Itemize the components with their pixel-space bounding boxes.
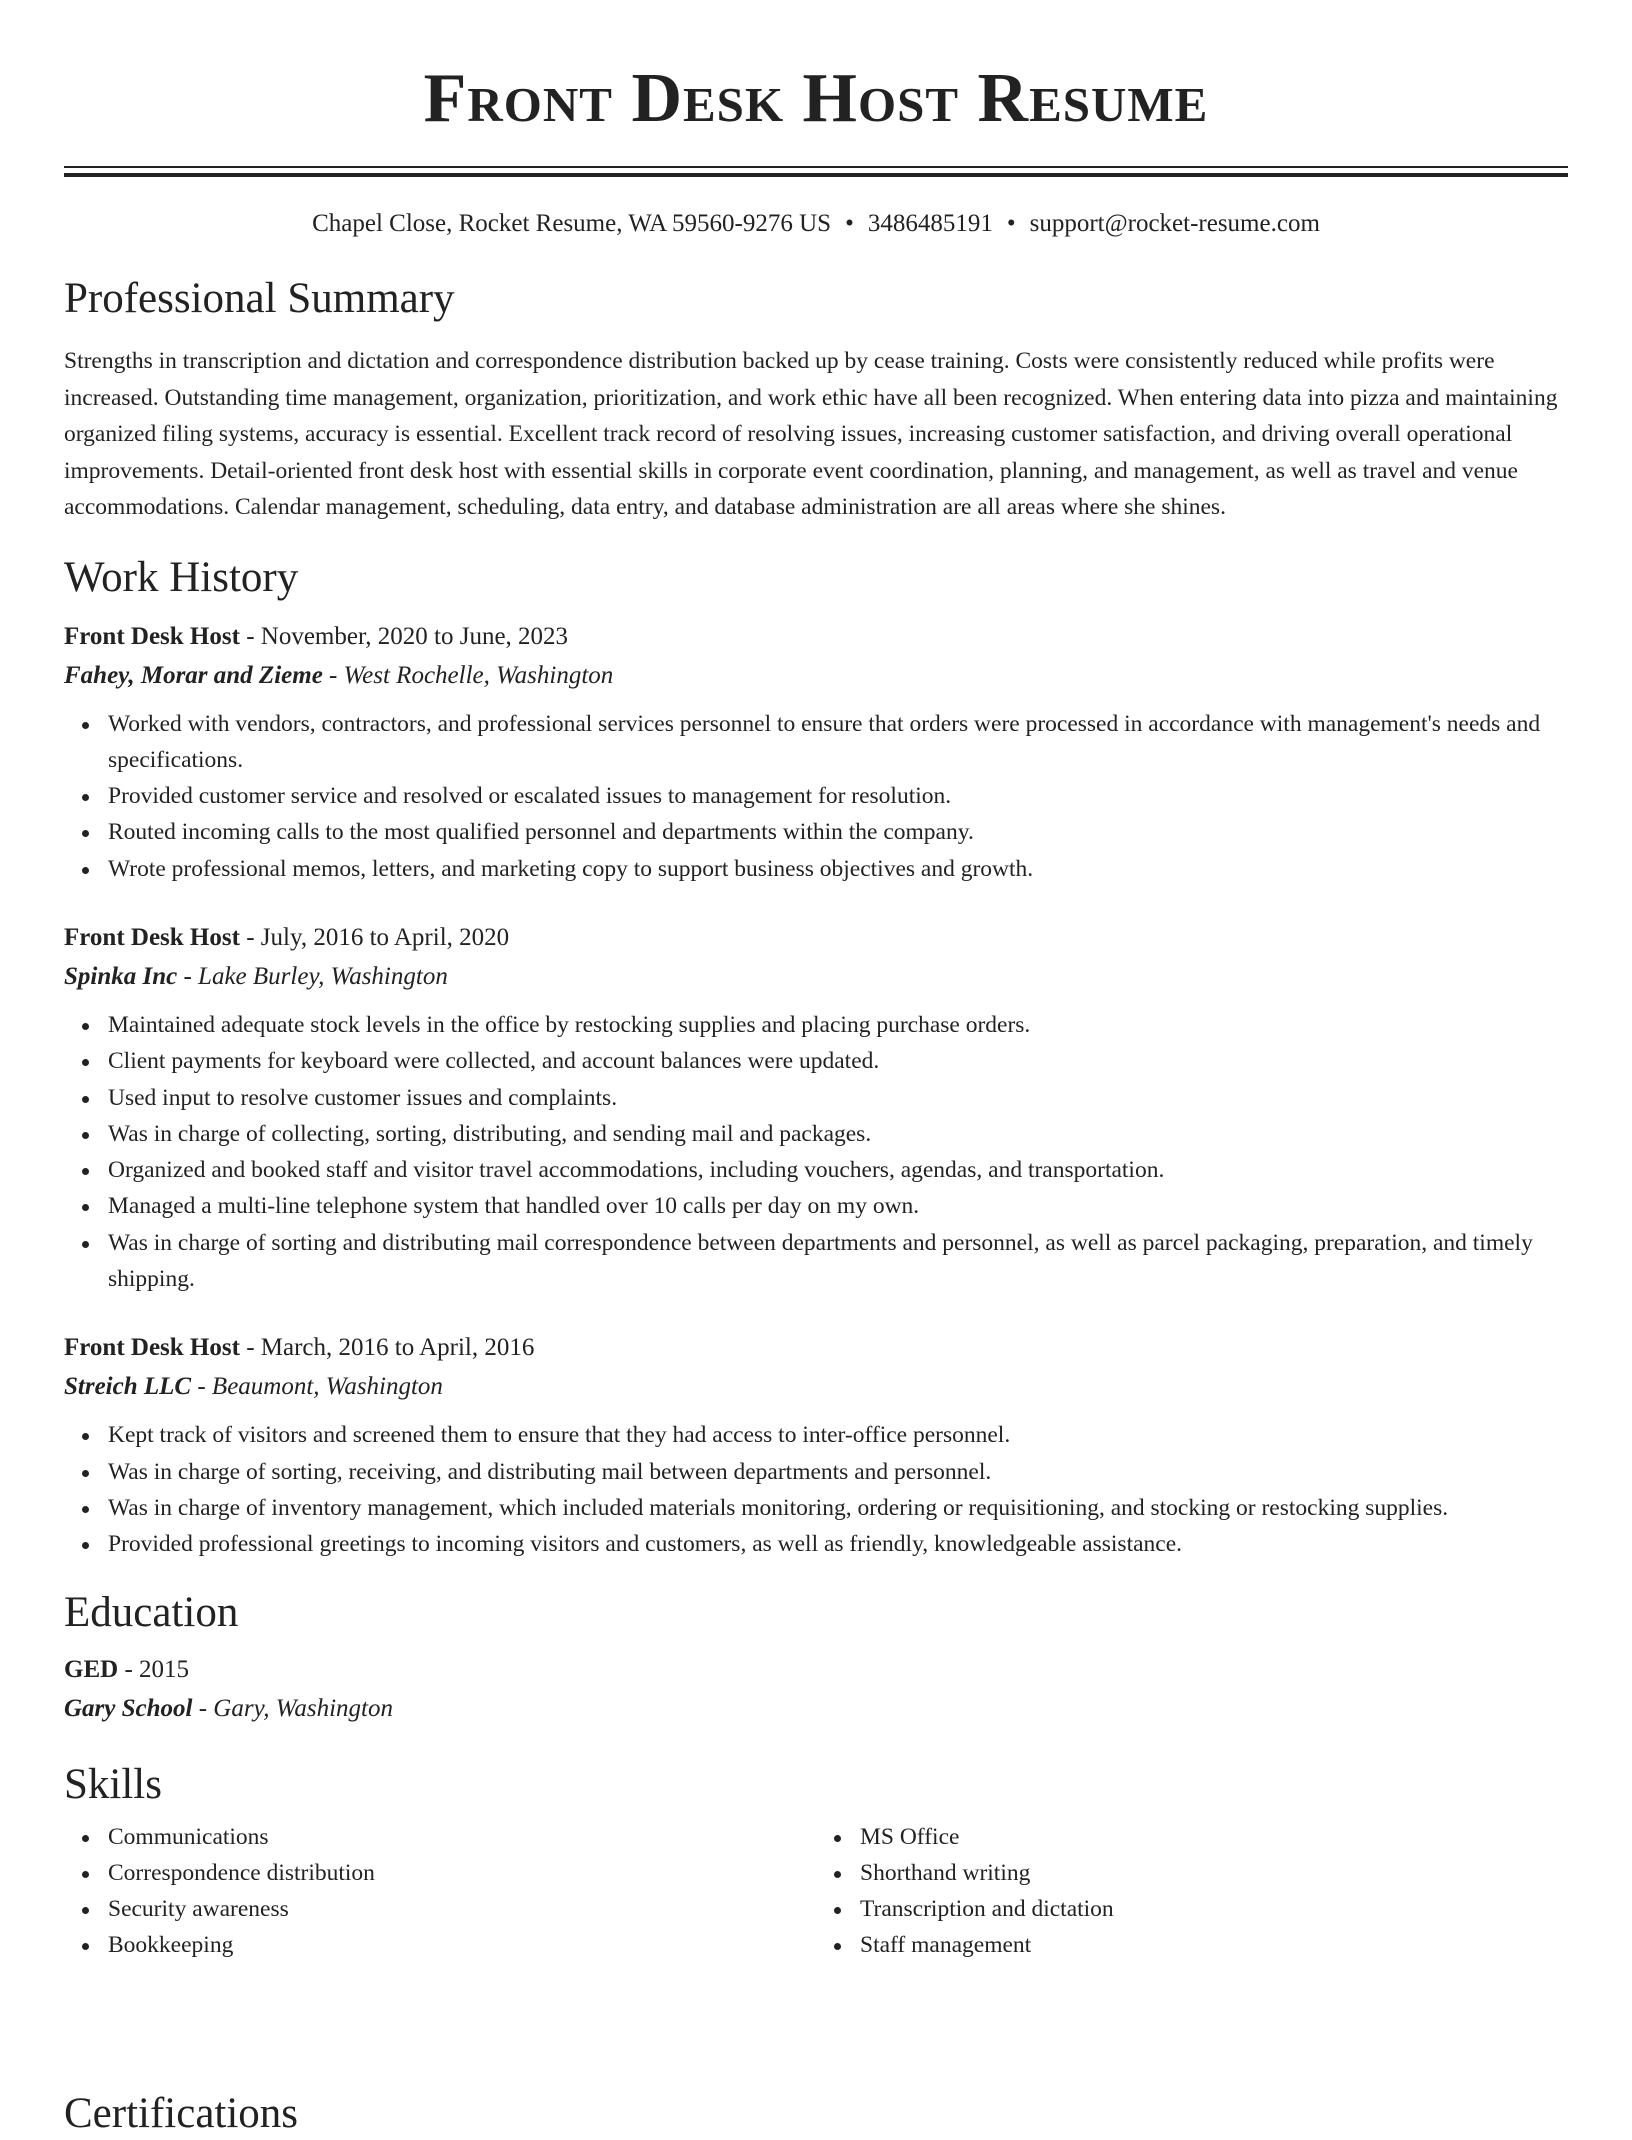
skills-columns <box>64 1819 1568 1964</box>
job-duty-item: Used input to resolve customer issues and complaints. <box>108 1080 1568 1116</box>
job-entry <box>64 618 1568 887</box>
job-title-line <box>64 618 1568 656</box>
job-duty-item: Client payments for keyboard were collected, and account balances were updated. <box>108 1043 1568 1079</box>
education-location: - Gary, Washington <box>192 1694 393 1722</box>
job-duty-item: Routed incoming calls to the most qualified personnel and departments within the company. <box>108 814 1568 850</box>
skills-list-right <box>816 1819 1568 1964</box>
resume-title: Front Desk Host Resume <box>423 60 1209 137</box>
job-duty-item: Was in charge of sorting, receiving, and distributing mail between departments and personnel. <box>108 1454 1568 1490</box>
job-title: Front Desk Host <box>64 923 240 951</box>
job-title-line <box>64 1329 1568 1367</box>
job-company-line <box>64 656 1568 696</box>
contact-email: support@rocket-resume.com <box>1029 210 1320 237</box>
job-company: Streich LLC <box>64 1373 192 1401</box>
job-duties-list <box>64 706 1568 887</box>
education-entry <box>64 1651 1568 1729</box>
job-duty-item: Worked with vendors, contractors, and professional services personnel to ensure that orders were processed in accordance with management's needs and specifications. <box>108 706 1568 779</box>
contact-phone: 3486485191 <box>867 210 993 237</box>
job-company: Spinka Inc <box>64 962 178 990</box>
skill-item: Transcription and dictation <box>860 1891 1568 1927</box>
skill-item: Staff management <box>860 1927 1568 1963</box>
contact-line <box>64 209 1568 239</box>
education-school-line <box>64 1689 1568 1729</box>
job-duty-item: Maintained adequate stock levels in the office by restocking supplies and placing purchase orders. <box>108 1007 1568 1043</box>
job-duty-item: Was in charge of inventory management, which included materials monitoring, ordering or requisitioning, and stocking or restocking supplies. <box>108 1490 1568 1526</box>
education-school: Gary School <box>64 1694 193 1722</box>
job-duties-list <box>64 1007 1568 1297</box>
work-history-heading: Work History <box>64 553 299 601</box>
job-duty-item: Organized and booked staff and visitor travel accommodations, including vouchers, agendas, and transportation. <box>108 1152 1568 1188</box>
skill-item: MS Office <box>860 1819 1568 1855</box>
job-location: - West Rochelle, Washington <box>322 661 614 689</box>
job-duty-item: Was in charge of sorting and distributing mail correspondence between departments and personnel, as well as parcel packaging, preparation, and timely shipping. <box>108 1225 1568 1298</box>
job-entry <box>64 919 1568 1297</box>
contact-separator: • <box>1006 210 1016 237</box>
title-double-rule <box>64 166 1568 177</box>
job-duty-item: Provided professional greetings to incoming visitors and customers, as well as friendly, knowledgeable assistance. <box>108 1526 1568 1562</box>
certifications-heading: Certifications <box>64 2090 299 2137</box>
job-duty-item: Kept track of visitors and screened them to ensure that they had access to inter-office personnel. <box>108 1417 1568 1453</box>
job-dates: - November, 2020 to June, 2023 <box>239 622 569 650</box>
job-dates: - March, 2016 to April, 2016 <box>239 1334 535 1362</box>
skill-item: Security awareness <box>108 1891 816 1927</box>
job-entry <box>64 1329 1568 1562</box>
summary-text: Strengths in transcription and dictation and correspondence distribution backed up by cease training. Costs were consistently reduced while profits were increased. Outstanding time management, organization, prioritization, and work ethic have all been recognized. When entering data into pizza and maintaining organized filing systems, accuracy is essential. Excellent track record of resolving issues, increasing customer satisfaction, and driving overall operational improvements. Detail-oriented front desk host with essential skills in corporate event coordination, planning, and management, as well as travel and venue accommodations. Calendar management, scheduling, data entry, and database administration are all areas where she shines. <box>64 348 1558 520</box>
skill-item: Bookkeeping <box>108 1927 816 1963</box>
contact-separator: • <box>845 210 854 237</box>
skill-item: Shorthand writing <box>860 1855 1568 1891</box>
resume-page <box>64 0 1568 2137</box>
job-duty-item: Was in charge of collecting, sorting, distributing, and sending mail and packages. <box>108 1116 1568 1152</box>
job-location: - Lake Burley, Washington <box>177 962 448 990</box>
skill-item: Communications <box>108 1819 816 1855</box>
job-title: Front Desk Host <box>64 1334 240 1362</box>
skills-list-left <box>64 1819 816 1964</box>
contact-address: Chapel Close, Rocket Resume, WA 59560-9276 US <box>312 210 832 237</box>
job-company-line <box>64 1367 1568 1407</box>
summary-heading: Professional Summary <box>64 275 455 322</box>
job-company: Fahey, Morar and Zieme <box>64 661 323 689</box>
education-heading: Education <box>64 1588 239 1636</box>
job-title-line <box>64 919 1568 957</box>
skills-heading: Skills <box>64 1760 162 1808</box>
education-year: - 2015 <box>118 1655 190 1683</box>
job-duty-item: Provided customer service and resolved or escalated issues to management for resolution. <box>108 778 1568 814</box>
education-degree: GED <box>64 1655 119 1683</box>
skill-item: Correspondence distribution <box>108 1855 816 1891</box>
education-degree-line <box>64 1651 1568 1689</box>
job-title: Front Desk Host <box>64 622 240 650</box>
job-duty-item: Wrote professional memos, letters, and marketing copy to support business objectives and growth. <box>108 851 1568 887</box>
job-company-line <box>64 957 1568 997</box>
job-duties-list <box>64 1417 1568 1562</box>
job-dates: - July, 2016 to April, 2020 <box>239 923 510 951</box>
job-duty-item: Managed a multi-line telephone system that handled over 10 calls per day on my own. <box>108 1188 1568 1224</box>
job-location: - Beaumont, Washington <box>191 1373 443 1401</box>
